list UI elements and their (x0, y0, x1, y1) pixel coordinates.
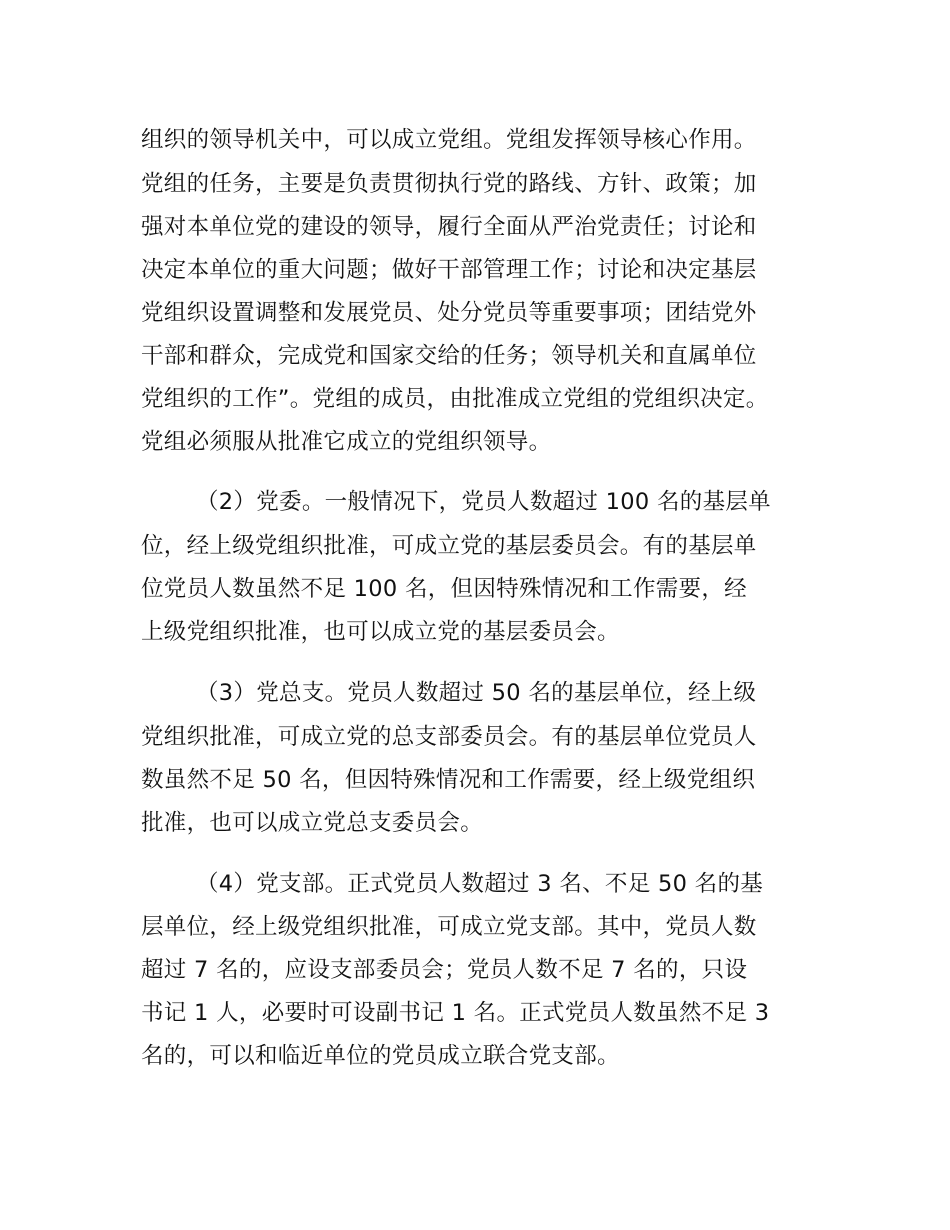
text-line: （4）党支部。正式党员人数超过 3 名、不足 50 名的基 (196, 871, 764, 897)
text-line: （2）党委。一般情况下，党员人数超过 100 名的基层单 (196, 489, 771, 515)
text-line: 组织的领导机关中，可以成立党组。党组发挥领导核心作用。 (141, 127, 757, 153)
text-line: 党组的任务，主要是负责贯彻执行党的路线、方针、政策；加 (141, 171, 757, 197)
text-line: 名的，可以和临近单位的党员成立联合党支部。 (141, 1043, 620, 1069)
text-line: 决定本单位的重大问题；做好干部管理工作；讨论和决定基层 (141, 257, 757, 283)
text-line: 层单位，经上级党组织批准，可成立党支部。其中，党员人数 (141, 914, 757, 940)
text-line: 干部和群众，完成党和国家交给的任务；领导机关和直属单位 (141, 343, 757, 369)
text-line: （3）党总支。党员人数超过 50 名的基层单位，经上级 (196, 680, 757, 706)
text-line: 位，经上级党组织批准，可成立党的基层委员会。有的基层单 (141, 533, 757, 559)
text-line: 强对本单位党的建设的领导，履行全面从严治党责任；讨论和 (141, 214, 757, 240)
text-line: 书记 1 人，必要时可设副书记 1 名。正式党员人数虽然不足 3 (141, 1000, 770, 1026)
text-line: 位党员人数虽然不足 100 名，但因特殊情况和工作需要，经 (141, 576, 747, 602)
text-line: 党组织批准，可成立党的总支部委员会。有的基层单位党员人 (141, 724, 757, 750)
text-line: 党组必须服从批准它成立的党组织领导。 (141, 429, 552, 455)
text-line: 上级党组织批准，也可以成立党的基层委员会。 (141, 619, 620, 645)
text-line: 党组织的工作”。党组的成员，由批准成立党组的党组织决定。 (141, 386, 769, 412)
text-line: 数虽然不足 50 名，但因特殊情况和工作需要，经上级党组织 (141, 767, 756, 793)
text-line: 超过 7 名的，应设支部委员会；党员人数不足 7 名的，只设 (141, 957, 748, 983)
text-line: 批准，也可以成立党总支委员会。 (141, 810, 484, 836)
text-line: 党组织设置调整和发展党员、处分党员等重要事项；团结党外 (141, 300, 757, 326)
